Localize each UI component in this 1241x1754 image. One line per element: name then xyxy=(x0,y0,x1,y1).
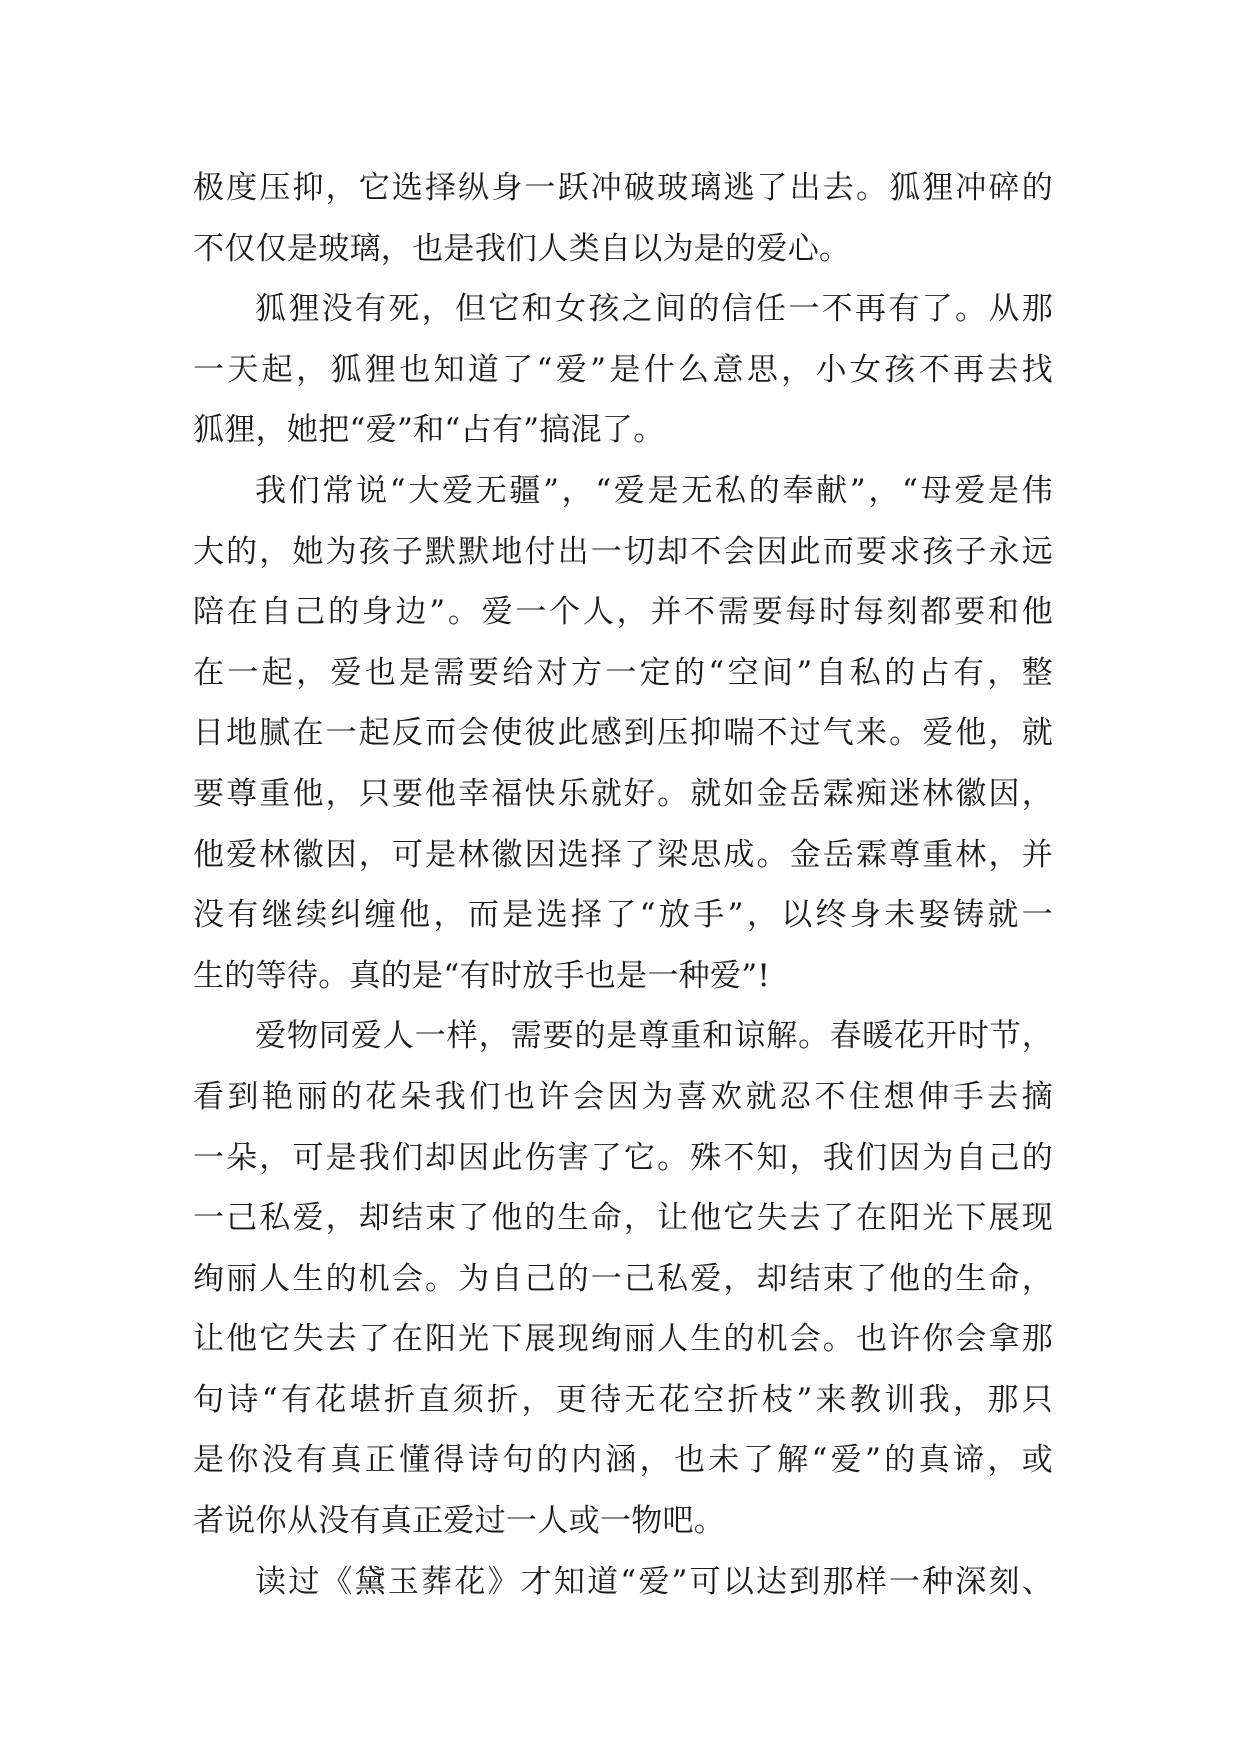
text-line: 狐狸，她把“爱”和“占有”搞混了。 xyxy=(193,412,665,449)
paragraph-first-line: 爱物同爱人一样，需要的是尊重和谅解。春暖花开时节， xyxy=(255,1018,1053,1055)
text-line: 绚丽人生的机会。为自己的一己私爱，却结束了他的生命， xyxy=(193,1260,1053,1297)
document-body-text xyxy=(193,158,1053,1612)
text-line: 不仅仅是玻璃，也是我们人类自以为是的爱心。 xyxy=(193,230,851,267)
text-line: 看到艳丽的花朵我们也许会因为喜欢就忍不住想伸手去摘 xyxy=(193,1078,1053,1115)
text-line: 一朵，可是我们却因此伤害了它。殊不知，我们因为自己的 xyxy=(193,1139,1053,1176)
text-line: 大的，她为孩子默默地付出一切却不会因此而要求孩子永远 xyxy=(193,533,1053,570)
text-line: 陪在自己的身边”。爱一个人，并不需要每时每刻都要和他 xyxy=(193,594,1053,631)
text-line: 一天起，狐狸也知道了“爱”是什么意思，小女孩不再去找 xyxy=(193,351,1053,388)
paragraph-first-line: 狐狸没有死，但它和女孩之间的信任一不再有了。从那 xyxy=(255,291,1053,328)
text-line: 者说你从没有真正爱过一人或一物吧。 xyxy=(193,1503,726,1540)
paragraph-first-line: 我们常说“大爱无疆”，“爱是无私的奉献”，“母爱是伟 xyxy=(255,472,1053,509)
text-line: 让他它失去了在阳光下展现绚丽人生的机会。也许你会拿那 xyxy=(193,1321,1053,1358)
text-line: 是你没有真正懂得诗句的内涵，也未了解“爱”的真谛，或 xyxy=(193,1442,1053,1479)
text-line: 没有继续纠缠他，而是选择了“放手”，以终身未娶铸就一 xyxy=(193,897,1053,934)
text-line: 在一起，爱也是需要给对方一定的“空间”自私的占有，整 xyxy=(193,654,1053,691)
text-line: 句诗“有花堪折直须折，更待无花空折枝”来教训我，那只 xyxy=(193,1381,1053,1418)
text-line: 日地腻在一起反而会使彼此感到压抑喘不过气来。爱他，就 xyxy=(193,715,1053,752)
paragraph-first-line: 读过《黛玉葬花》才知道“爱”可以达到那样一种深刻、 xyxy=(255,1563,1053,1600)
text-line: 要尊重他，只要他幸福快乐就好。就如金岳霖痴迷林徽因， xyxy=(193,775,1053,812)
text-line: 一己私爱，却结束了他的生命，让他它失去了在阳光下展现 xyxy=(193,1200,1053,1237)
text-line: 他爱林徽因，可是林徽因选择了梁思成。金岳霖尊重林，并 xyxy=(193,836,1053,873)
text-line: 生的等待。真的是“有时放手也是一种爱”! xyxy=(193,957,771,994)
text-line: 极度压抑，它选择纵身一跃冲破玻璃逃了出去。狐狸冲碎的 xyxy=(193,170,1053,206)
